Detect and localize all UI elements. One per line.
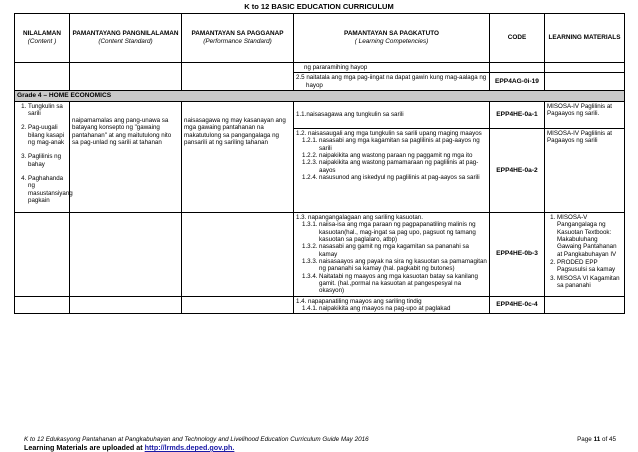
page-title: K to 12 BASIC EDUCATION CURRICULUM — [244, 2, 394, 11]
material-item: 3. MISOSA VI Kagamitan sa pananahi — [557, 275, 622, 290]
materials-list — [547, 214, 622, 289]
code-cell: EPP4HE-0b-3 — [490, 213, 545, 296]
sub-competency: 1.4.1. naipakikita ang maayos na pag-upo at paglakad — [302, 304, 451, 312]
header-performance-standard: PAMANTAYAN SA PAGGANAP (Performance Standard) — [182, 14, 294, 63]
header-materials: LEARNING MATERIALS — [545, 14, 625, 63]
content-item: 3. Paglilinis ng bahay — [28, 153, 67, 168]
performance-standard-text: naisasagawa ng may kasanayan ang mga gawaing pantahanan na makatutulong sa pangangalaga ng pansarili at ng sariling tahanan — [184, 116, 286, 146]
sub-competency: 1.3.4. Naitatabi ng maayos ang mga kasuotan batay sa kanilang gamit. (hal.,pormal na kasuotan at pangespesyal na okasyon) — [302, 272, 478, 295]
code-cell: EPP4HE-0a-1 — [490, 101, 545, 128]
content-item: 4. Paghahanda ng masustansiyang pagkain — [28, 175, 67, 204]
competency-row-1 — [15, 101, 625, 128]
materials-cell: MISOSA-IV Paglilinis at Pagaayos ng sarili. — [545, 101, 625, 128]
header-row — [15, 14, 625, 63]
sub-competency: 1.2.1. nasasabi ang mga kagamitan sa paglilinis at pag-aayos ng sarili — [302, 137, 480, 152]
competency-cell — [294, 296, 490, 314]
competency-row-3 — [15, 213, 625, 296]
carryover-competency-2 — [294, 73, 490, 91]
sub-competency: 1.3.1. naiisa-isa ang mga paraan ng pagpapanatiling malinis ng kasuotan(hal., mag-ingat sa pag upo, pagsuot ng tamang kasuotan sa paglalaro, atbp) — [302, 221, 476, 244]
materials-cell — [545, 213, 625, 296]
competency-text: 1.3. napangangalagaan ang sariling kasuotan. — [296, 214, 423, 222]
competency-cell — [294, 129, 490, 213]
curriculum-guide-footer: K to 12 Edukasyong Pantahanan at Pangkabuhayan and Technology and Livelihood Education Curriculum Guide May 2016 — [24, 436, 369, 443]
competency-text: 2.5 naitatala ang mga pag-iingat na dapat gawin kung mag-aalaga ng hayop — [296, 74, 487, 89]
page-number: Page 11 of 45 — [577, 436, 616, 443]
content-standard-cell — [70, 101, 182, 212]
competency-text: 1.2. naisasaugali ang mga tungkulin sa sarili upang maging maayos — [296, 130, 482, 138]
materials-cell — [545, 296, 625, 314]
curriculum-table — [14, 13, 625, 314]
carryover-row — [15, 63, 625, 73]
header-learning-competencies: PAMANTAYAN SA PAGKATUTO ( Learning Competencies) — [294, 14, 490, 63]
header-content-standard: PAMANTAYANG PANGNILALAMAN (Content Standard) — [70, 14, 182, 63]
sub-competency: 1.2.2. naipakikita ang wastong paraan ng paggamit ng mga ito — [302, 151, 473, 159]
competency-row-4 — [15, 296, 625, 314]
competency-cell — [294, 213, 490, 296]
sub-competency: 1.3.3. naisasaayos ang payak na sira ng kasuotan sa pamamagitan ng pananahi sa kamay (hal. pagkabit ng butones) — [302, 258, 487, 273]
competency-cell — [294, 101, 490, 128]
performance-standard-cell — [182, 101, 294, 212]
header-code: CODE — [490, 14, 545, 63]
carryover-row-2 — [15, 73, 625, 91]
content-item: 2. Pag-uugali bilang kasapi ng mag-anak — [28, 124, 67, 146]
header-nilalaman: NILALAMAN (Content ) — [15, 14, 70, 63]
competency-text: 1.1.naisasagawa ang tungkulin sa sarili — [296, 111, 404, 119]
material-item: 1. MISOSA-V Pangangalaga ng Kasuotan Textbook: Makabuluhang Gawaing Pantahanan at Pangkabuhayan IV — [557, 214, 622, 258]
lrmds-link[interactable]: http://lrmds.deped.gov.ph. — [144, 443, 235, 452]
code-cell: EPP4HE-0c-4 — [490, 296, 545, 314]
grade-row — [15, 90, 625, 101]
code-cell: EPP4AG-0i-19 — [490, 73, 545, 91]
carryover-line: ng pararamihing hayop — [304, 64, 368, 71]
content-list — [17, 102, 73, 204]
content-item: 1. Tungkulin sa sarili — [28, 103, 67, 118]
learning-materials-footer: Learning Materials are uploaded at http://lrmds.deped.gov.ph. — [24, 443, 235, 452]
competency-text: 1.4. napapanatiling maayos ang sariling tindig — [296, 297, 422, 305]
sub-competency: 1.3.2. nasasabi ang gamit ng mga kagamitan sa pananahi sa kamay — [302, 243, 469, 258]
carryover-competency — [294, 63, 490, 73]
materials-cell: MISOSA-IV Paglilinis at Pagaayos ng sarili — [545, 129, 625, 213]
code-cell: EPP4HE-0a-2 — [490, 129, 545, 213]
material-item: 2. PRODED EPP Pagsusulsi sa kamay — [557, 259, 622, 274]
sub-competency: 1.2.3. naipakikita ang wastong pamamaraan ng paglilinis at pag-aayos — [302, 159, 479, 174]
grade-label: Grade 4 – HOME ECONOMICS — [15, 90, 625, 101]
sub-competency: 1.2.4. nasusunod ang iskedyul ng paglilinis at pag-aayos sa sarili — [302, 173, 480, 181]
content-standard-text: naipamamalas ang pang-unawa sa batayang konsepto ng "gawaing pantahanan" at ang maitutulong nito sa pag-unlad ng sarili at tahanan — [72, 116, 172, 146]
content-cell — [15, 101, 73, 212]
